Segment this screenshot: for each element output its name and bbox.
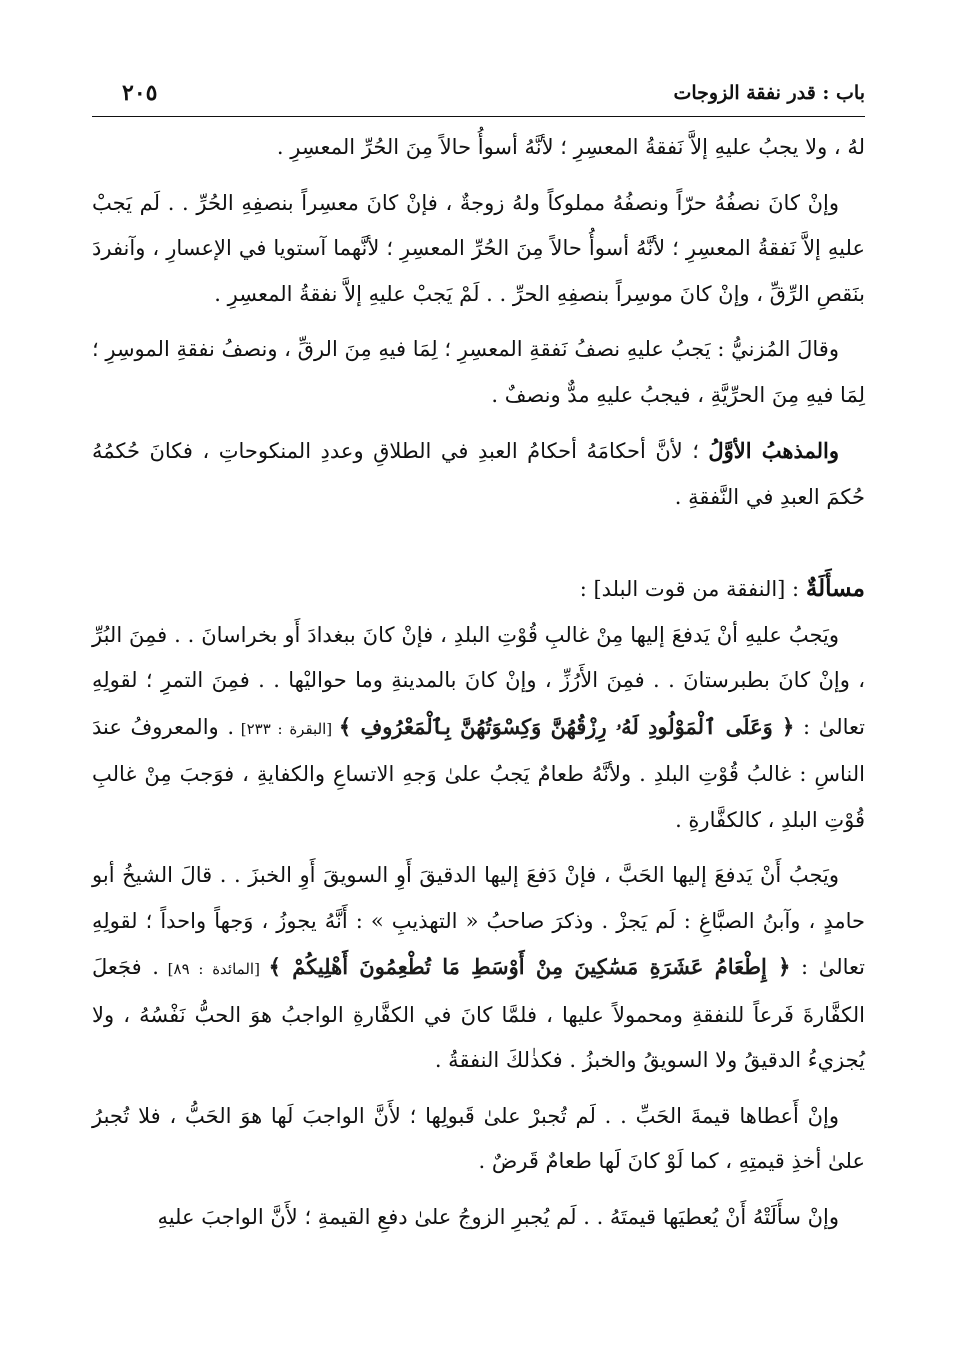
masala-title: : [النفقة من قوت البلد] : (579, 577, 806, 601)
spacer (92, 1185, 865, 1195)
verse-reference-maida: [المائدة : ٨٩] (158, 960, 269, 978)
masala-heading (92, 566, 865, 613)
quran-verse-maida: ﴿ إِطْعَامُ عَشَرَةِ مَسَٰكِينَ مِنْ أَوْسَطِ مَا تُطْعِمُونَ أَهْلِيكُمْ ﴾ (268, 954, 791, 979)
paragraph-5-text-b: . والمعروفُ عندَ الناسِ : غالبُ قُوْتِ البلدِ . ولأنَّهُ طعامٌ يَجبُ علىٰ وَجهِ الاتساعِ والكفايةِ ، فوَجبَ مِنْ غالبِ قُوْتِ البلدِ ، كالكفَّارةِ . (92, 714, 865, 832)
paragraph-6-text-b: . فجَعلَ الكفَّارةَ فَرعاً للنفقةِ ومحمولاً عليها ، فلمَّا كانَ في الكفَّارةِ الواجبُ هوَ الحبُّ نَفْسُهُ ، ولا يُجزيءُ الدقيقُ ولا السويقُ والخبزُ . فكذٰلكَ النفقةُ . (92, 955, 865, 1072)
paragraph-4 (92, 428, 865, 520)
paragraph-7: وإنْ أَعطاها قيمةَ الحَبِّ . . لَم تُجبرْ علىٰ قَبولِها ؛ لأَنَّ الواجبَ لَها هوَ الحَبُّ ، فلا تُجبرُ علىٰ أخذِ قيمتِهِ ، كما لَوْ كانَ لَها طعامٌ قَرضٌ . (92, 1103, 865, 1173)
page-header (92, 80, 865, 110)
paragraph-2: وإنْ كانَ نصفُهُ حرّاً ونصفُهُ مملوكاً ولهُ زوجةٌ ، فإنْ كانَ معسِراً بنصفِهِ الحُرِّ . . لَم يَجبْ عليهِ إلاَّ نَفقةُ المعسِرِ ؛ لأنَّهُ أسوأُ حالاً مِنَ الحُرِّ المعسِرِ ؛ لأنَّهما آستويا في الإعسارِ ، وآنفردَ بنَقصِ الرِّقِّ ، وإنْ كانَ موسِراً بنصفِهِ الحرِّ . . لَمْ يَجبْ عليهِ إلاَّ نفقةُ المعسِرِ . (92, 190, 865, 306)
chapter-title: باب : قدر نفقة الزوجات (673, 82, 865, 104)
paragraph-5-text-a: ويَجبُ عليهِ أنْ يَدفعَ إليها مِنْ غالبِ قُوْتِ البلدِ ، فإنْ كانَ ببغدادَ أَو بخراسانَ . . فمِنَ البُرِّ ، وإنْ كانَ بطبرستانَ . . فمِنَ الأَرُزِّ ، وإنْ كانَ بالمدينةِ وما حواليْها . . فمِنَ التمرِ ؛ لقولِهِ تعالىٰ : (92, 622, 866, 739)
page-body (92, 125, 865, 1240)
spacer (92, 843, 865, 853)
paragraph-3: وقالَ المُزنيُّ : يَجبُ عليهِ نصفُ نَفقةِ المعسِرِ ؛ لِمَا فيهِ مِنَ الرقِّ ، ونصفُ نفقةِ الموسِرِ ؛ لِمَا فيهِ مِنَ الحرِّيَّةِ ، فيجبُ عليهِ مدٌّ ونصفٌ . (92, 337, 865, 407)
madhhab-phrase: والمذهبُ الأوَّلُ (708, 438, 839, 463)
verse-reference-baqara: [البقرة : ٢٣٣] (234, 719, 339, 738)
paragraph-6 (92, 853, 865, 1084)
spacer (92, 317, 865, 327)
paragraph-4-text: ؛ لأنَّ أحكامَهُ أحكامُ العبدِ في الطلاقِ وعددِ المنكوحاتِ ، فكانَ حُكمُهُ حُكمَ العبدِ في النَّفقةِ . (92, 439, 865, 509)
header-divider (92, 116, 865, 117)
quran-verse-baqara: ﴿ وَعَلَى ٱلْمَوْلُودِ لَهُۥ رِزْقُهُنَّ وَكِسْوَتُهُنَّ بِٱلْمَعْرُوفِ ﴾ (338, 713, 795, 739)
page-number: ٢٠٥ (122, 80, 158, 106)
spacer (92, 171, 865, 181)
paragraph-8: وإنْ سأَلَتْهُ أَنْ يُعطيَها قيمتَهُ . . لَم يُجبرِ الزوجُ علىٰ دفعِ القيمةِ ؛ لأَنَّ الواجبَ عليهِ (157, 1204, 839, 1229)
spacer (92, 418, 865, 428)
spacer (92, 1084, 865, 1094)
paragraph-1: لهُ ، ولا يجبُ عليهِ إلاَّ نَفقةُ المعسِرِ ؛ لأنَّهُ أسوأُ حالاً مِنَ الحُرِّ المعسِرِ . (276, 135, 865, 159)
masala-label: مسأَلَةٌ (805, 575, 865, 602)
paragraph-5 (92, 613, 865, 844)
paragraph-6-text-a: ويَجبُ أَنْ يَدفعَ إليها الحَبَّ ، فإنْ دَفعَ إليها الدقيقَ أَوِ السويقَ أَوِ الخبزَ . . قالَ الشيخُ أبو حامدٍ ، وآبنُ الصبَّاغِ : لَم يَجزْ . وذكرَ صاحبُ « التهذيبِ » : أَنَّهُ يجوزُ ، وَجهاً واحداً ؛ لقولِهِ تعالىٰ : (92, 863, 866, 979)
spacer (92, 520, 865, 566)
